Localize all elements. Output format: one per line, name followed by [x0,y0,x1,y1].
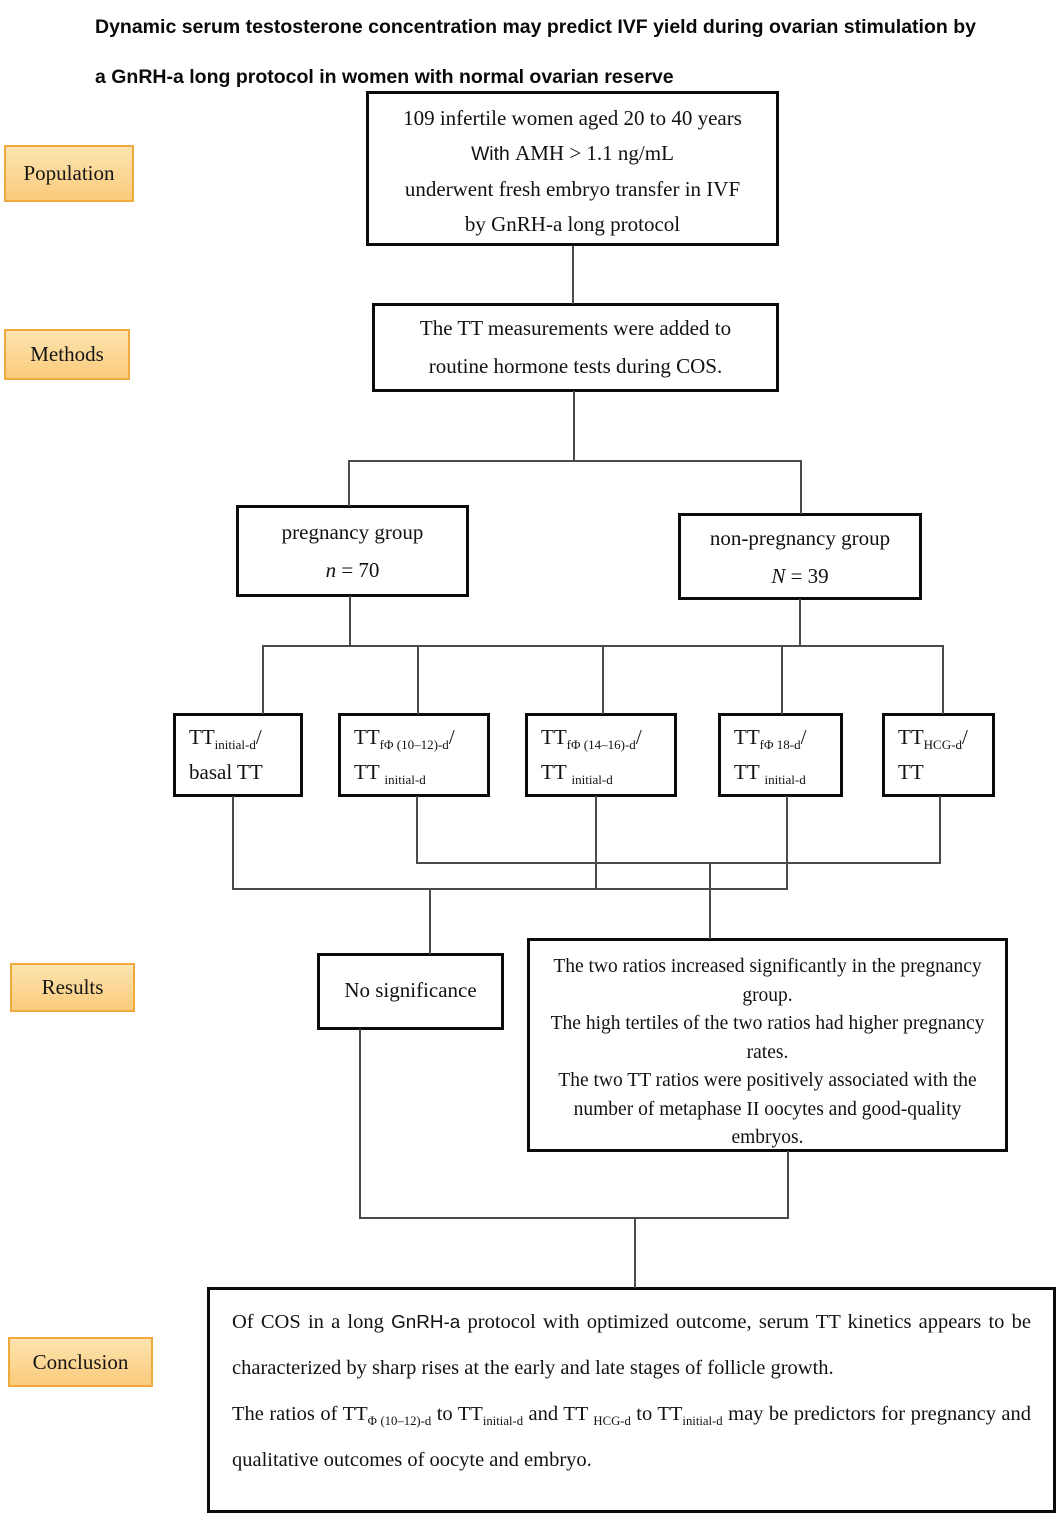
figure-title-line2: a GnRH-a long protocol in women with normal ovarian reserve [95,66,674,88]
methods-box [372,303,779,392]
conclusion-paragraph-2: The ratios of $TT_{\Phi (10-12)-d}$ to $TT_{initial-d}$ and TT $_{HCG-d}$ to $TT_{initial-d}$ may be predictors for pregnancy and qualitative outcomes of oocyte and embryo. [232,1403,1032,1471]
connector-branch-rail-groups [348,460,802,462]
ratio-box-hcg [882,713,995,797]
connector-to-nonpregnancy [800,461,802,514]
figure-title [95,2,1045,102]
results-sentence-2: The high tertiles of the two ratios had higher pregnancy rates. [550,1013,985,1063]
connector-nonpregnancy-rail [799,599,801,646]
population-line4: by GnRH-a long protocol [464,212,681,236]
pregnancy-line1: pregnancy group [281,520,424,544]
connector-ratio2-down [416,796,418,863]
connector-population-methods [572,246,574,304]
ratio5-line2: TT [898,760,924,784]
connector-significant-rail [416,862,941,864]
significant-results-box [527,938,1008,1152]
ratio-box-initial-basal [173,713,303,797]
connector-rail-ratio1 [262,646,264,714]
ratio1-line1: $TT_{initial-d}/$ [189,725,262,753]
connector-methods-branch [573,391,575,461]
population-line1: 109 infertile women aged 20 to 40 years [403,106,742,130]
ratio1-line2: basal TT [189,760,263,784]
non-pregnancy-line1: non-pregnancy group [709,526,891,550]
figure-title-line1: Dynamic serum testosterone concentration may predict IVF yield during ovarian stimulation by [95,16,976,38]
connector-ratio1-down [232,796,234,889]
ratio4-line1: $TT_{f\Phi 18-d}/$ [734,725,807,753]
non-pregnancy-line2: N = 39 [771,564,829,588]
connector-results-down [787,1151,789,1218]
results-sentence-3: The two TT ratios were positively associated with the number of metaphase II oocytes and good-quality embryos. [558,1070,977,1148]
conclusion-box [207,1287,1056,1513]
pregnancy-group-box [236,505,469,597]
connector-to-pregnancy [348,461,350,506]
connector-nosig-down [359,1029,361,1218]
stage-label-population: Population [4,145,134,202]
population-box [366,91,779,246]
methods-line2: routine hormone tests during COS. [428,354,723,378]
connector-rail-ratio4 [781,646,783,714]
ratio-box-f18 [718,713,843,797]
connector-pregnancy-rail [349,596,351,646]
ratio2-line2: TT $_{initial-d}$ [354,760,426,788]
connector-ratio4-down [786,796,788,890]
ratio3-line2: TT $_{initial-d}$ [541,760,613,788]
population-line2: With AMH > 1.1 ng/mL [471,141,674,165]
ratio5-line1: $TT_{HCG-d}/$ [898,725,968,753]
ratio2-line1: $TT_{f\Phi (10-12)-d}/$ [354,725,455,753]
pregnancy-line2: n = 70 [325,558,380,582]
stage-label-results: Results [10,963,135,1012]
connector-rail-ratio3 [602,646,604,714]
ratio-box-f10-12 [338,713,490,797]
population-line3: underwent fresh embryo transfer in IVF [404,177,741,201]
results-sentence-1: The two ratios increased significantly in the pregnancy group. [553,956,982,1006]
connector-rail-ratio2 [417,646,419,714]
connector-to-results-box [709,863,711,939]
connector-conclusion-rail [359,1217,789,1219]
methods-line1: The TT measurements were added to [419,316,732,340]
connector-rail-ratio5 [942,646,944,714]
conclusion-paragraph-1: Of COS in a long GnRH-a protocol with optimized outcome, serum TT kinetics appears to be characterized by sharp rises at the early and late stages of follicle growth. [232,1311,1031,1379]
ratio4-line2: TT $_{initial-d}$ [734,760,806,788]
stage-label-conclusion: Conclusion [8,1337,153,1387]
connector-nosig-rail [232,888,788,890]
non-pregnancy-group-box [678,513,922,600]
ratio-box-f14-16 [525,713,677,797]
connector-ratio5-down [939,796,941,864]
ratio3-line1: $TT_{f\Phi (14-16)-d}/$ [541,725,642,753]
connector-to-conclusion [634,1217,636,1288]
no-significance-box: No significance [317,953,504,1030]
stage-label-methods: Methods [4,329,130,380]
connector-ratio3-down [595,796,597,890]
connector-to-nosig-box [429,889,431,954]
